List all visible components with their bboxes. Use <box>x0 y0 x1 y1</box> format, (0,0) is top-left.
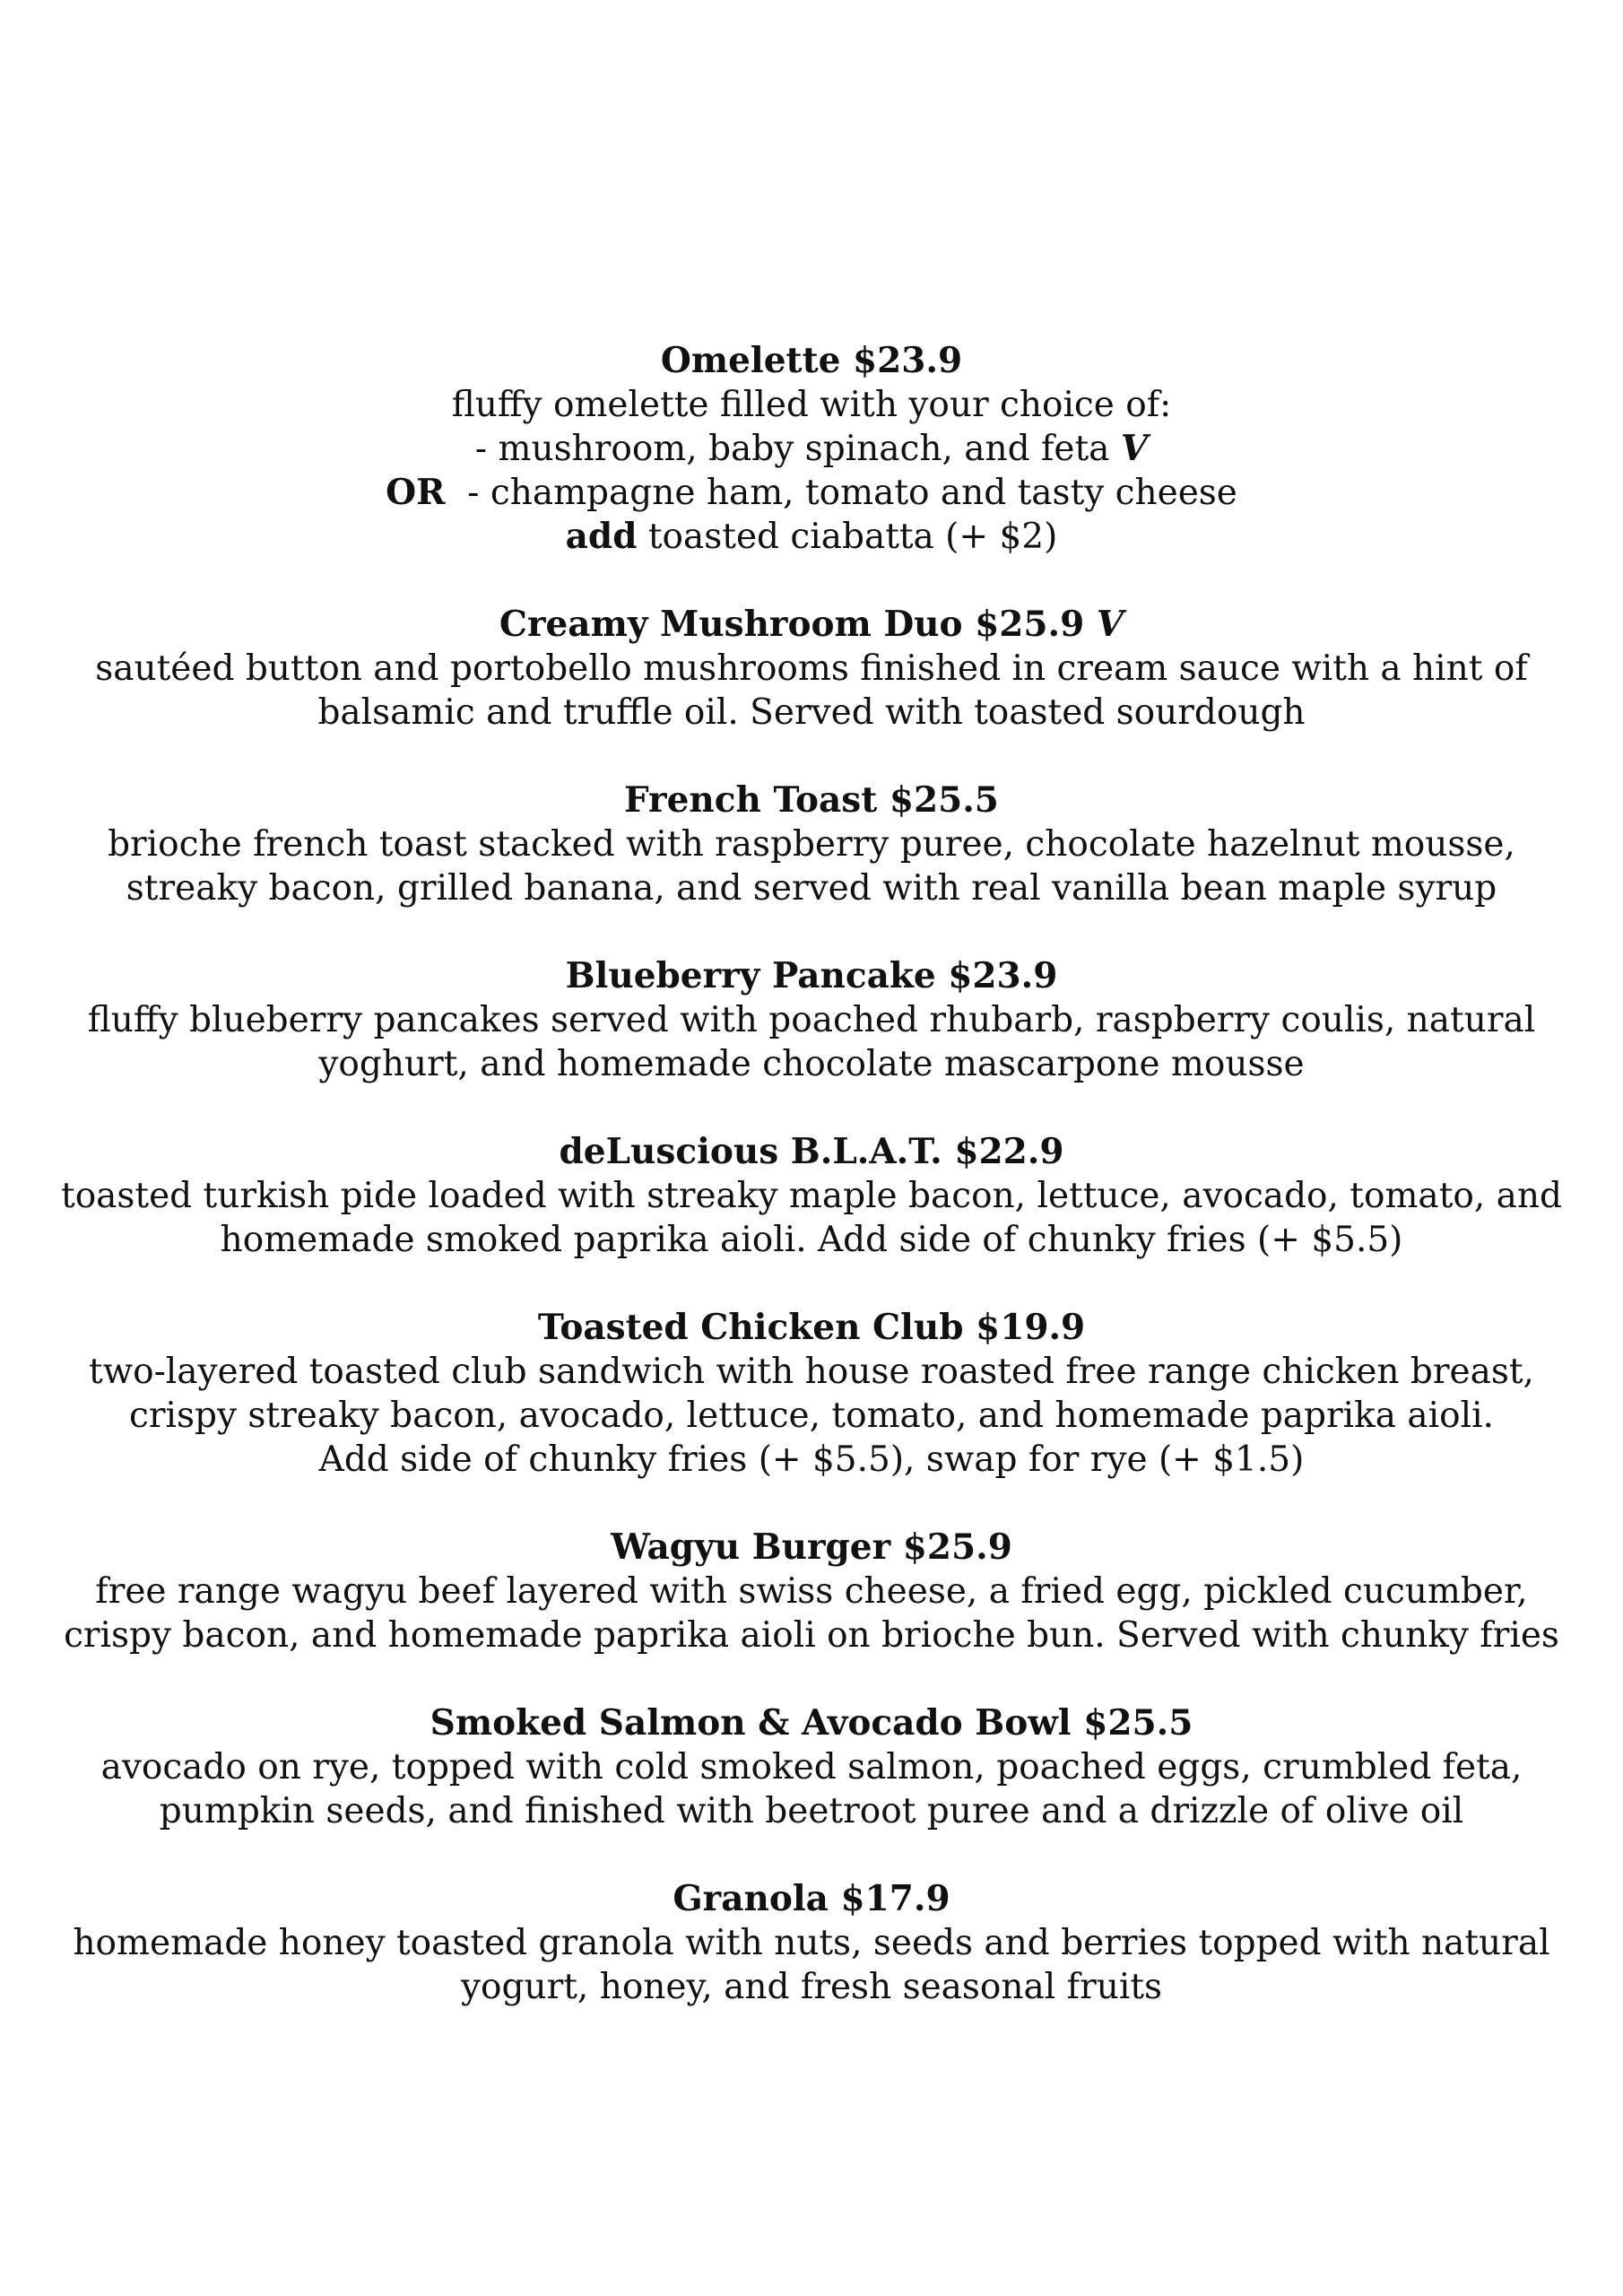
vegetarian-marker: V <box>1096 604 1124 645</box>
addon-text: toasted ciabatta (+ $2) <box>647 517 1058 557</box>
item-description: yoghurt, and homemade chocolate mascarpone mousse <box>318 1044 1305 1084</box>
item-description: brioche french toast stacked with raspberry puree, chocolate hazelnut mousse, <box>108 824 1515 865</box>
item-description: fluffy omelette filled with your choice of: <box>451 385 1172 425</box>
item-description: streaky bacon, grilled banana, and served with real vanilla bean maple syrup <box>126 868 1497 909</box>
menu-item-wagyu-burger <box>0 1526 1623 1657</box>
item-title: French Toast $25.5 <box>624 779 999 821</box>
item-title <box>0 603 1623 647</box>
menu-item-smoked-salmon-avocado-bowl <box>0 1701 1623 1833</box>
item-title: Blueberry Pancake $23.9 <box>565 955 1058 996</box>
menu-item-blueberry-pancake <box>0 954 1623 1086</box>
item-description: balsamic and truffle oil. Served with toasted sourdough <box>317 692 1306 733</box>
item-title: Smoked Salmon & Avocado Bowl $25.5 <box>430 1702 1193 1744</box>
item-description <box>0 515 1623 559</box>
item-description: Add side of chunky fries (+ $5.5), swap for rye (+ $1.5) <box>318 1439 1305 1480</box>
menu-item-french-toast <box>0 778 1623 910</box>
item-description: yogurt, honey, and fresh seasonal fruits <box>461 1967 1162 2007</box>
item-description: free range wagyu beef layered with swiss cheese, a fried egg, pickled cucumber, <box>95 1571 1528 1612</box>
menu-item-granola <box>0 1877 1623 2009</box>
or-label: OR <box>386 472 446 513</box>
option-text: - mushroom, baby spinach, and feta <box>474 429 1110 469</box>
item-description <box>0 427 1623 471</box>
option-text: - champagne ham, tomato and tasty cheese <box>467 473 1237 513</box>
item-description: homemade smoked paprika aioli. Add side of chunky fries (+ $5.5) <box>220 1220 1403 1260</box>
item-title: deLuscious B.L.A.T. $22.9 <box>559 1131 1064 1172</box>
item-description: sautéed button and portobello mushrooms finished in cream sauce with a hint of <box>95 648 1528 689</box>
item-title: Omelette $23.9 <box>660 340 963 381</box>
menu-item-omelette <box>0 339 1623 559</box>
item-description: crispy bacon, and homemade paprika aioli on brioche bun. Served with chunky fries <box>64 1615 1559 1656</box>
item-description: fluffy blueberry pancakes served with poached rhubarb, raspberry coulis, natural <box>87 1000 1536 1040</box>
item-title: Toasted Chicken Club $19.9 <box>537 1307 1086 1348</box>
item-description <box>0 471 1623 515</box>
menu-item-toasted-chicken-club <box>0 1306 1623 1482</box>
item-description: avocado on rye, topped with cold smoked salmon, poached eggs, crumbled feta, <box>100 1747 1523 1787</box>
add-label: add <box>565 516 638 557</box>
menu-item-creamy-mushroom-duo <box>0 603 1623 735</box>
item-title-text: Creamy Mushroom Duo $25.9 <box>499 604 1085 645</box>
item-title: Granola $17.9 <box>673 1878 950 1919</box>
item-description: two-layered toasted club sandwich with house roasted free range chicken breast, <box>89 1352 1534 1392</box>
item-description: pumpkin seeds, and finished with beetroot puree and a drizzle of olive oil <box>159 1791 1464 1831</box>
menu-list <box>0 339 1623 2053</box>
menu-item-blat <box>0 1130 1623 1262</box>
item-description: homemade honey toasted granola with nuts, seeds and berries topped with natural <box>73 1923 1550 1963</box>
item-description: toasted turkish pide loaded with streaky maple bacon, lettuce, avocado, tomato, and <box>61 1176 1562 1216</box>
item-title: Wagyu Burger $25.9 <box>611 1526 1012 1568</box>
vegetarian-marker: V <box>1120 428 1149 469</box>
item-description: crispy streaky bacon, avocado, lettuce, tomato, and homemade paprika aioli. <box>129 1396 1494 1436</box>
